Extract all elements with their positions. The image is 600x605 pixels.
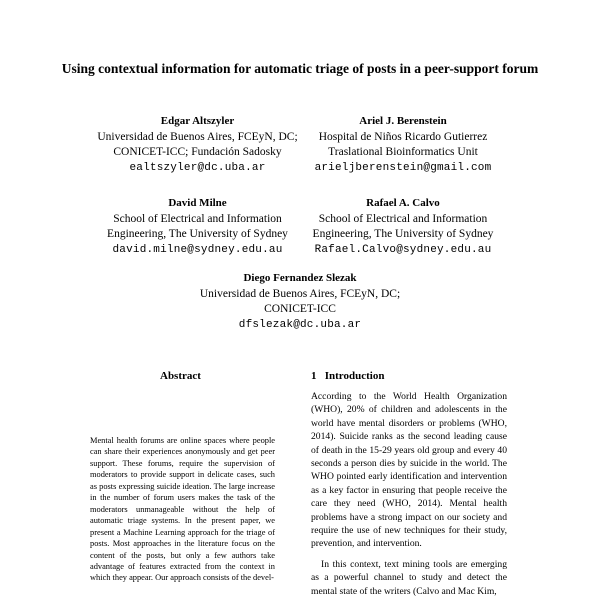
author-affiliation: Hospital de Niños Ricardo Gutierrez <box>318 130 488 143</box>
paragraph: In this context, text mining tools are emerging as a powerful channel to study and detect the mental state of the writers (Calvo and Mac Kim, <box>311 558 507 597</box>
author-email: dfslezak@dc.uba.ar <box>238 318 362 331</box>
author-affiliation: Traslational Bioinformatics Unit <box>328 146 478 159</box>
author-name: Diego Fernandez Slezak <box>243 272 357 284</box>
introduction-body <box>311 390 507 605</box>
author-email: arieljberenstein@gmail.com <box>314 161 492 174</box>
author-name: David Milne <box>168 197 227 209</box>
author-affiliation: Engineering, The University of Sydney <box>107 228 288 241</box>
author-affiliation: School of Electrical and Information <box>318 212 488 225</box>
author-block <box>95 114 300 176</box>
author-affiliation: CONICET-ICC; Fundación Sadosky <box>113 146 282 159</box>
author-block <box>95 196 300 258</box>
author-name: Edgar Altszyler <box>160 115 235 127</box>
author-affiliation: Universidad de Buenos Aires, FCEyN, DC; <box>199 287 401 300</box>
author-affiliation: Engineering, The University of Sydney <box>312 228 494 241</box>
author-email: ealtszyler@dc.uba.ar <box>129 161 266 174</box>
author-block <box>298 114 508 176</box>
introduction-heading: 1 Introduction <box>311 370 385 382</box>
author-block <box>180 271 420 333</box>
abstract-text: Mental health forums are online spaces where people can share their experiences anonymously and get peer support. These forums, require the supervision of moderators to provide support in delicate cases, such as posts expressing suicide ideation. The large increase in the number of forum users makes the task of the moderators unmanageable without the help of automatic triage systems. In the present paper, we present a Machine Learning approach for the triage of posts. Most approaches in the literature focus on the content of the posts, but only a few authors take advantage of features extracted from the context in which they appear. Our approach consists of the devel- <box>90 436 275 583</box>
author-affiliation: CONICET-ICC <box>264 303 336 316</box>
paper-title: Using contextual information for automatic triage of posts in a peer-support forum <box>61 61 539 76</box>
author-email: david.milne@sydney.edu.au <box>112 243 283 256</box>
author-email: Rafael.Calvo@sydney.edu.au <box>314 243 492 256</box>
author-affiliation: Universidad de Buenos Aires, FCEyN, DC; <box>97 130 298 143</box>
author-name: Ariel J. Berenstein <box>359 115 447 127</box>
abstract-heading: Abstract <box>160 370 201 382</box>
author-block <box>298 196 508 258</box>
author-affiliation: School of Electrical and Information <box>113 212 282 225</box>
author-name: Rafael A. Calvo <box>366 197 440 209</box>
paragraph: According to the World Health Organization (WHO), 20% of children and adolescents in the world have mental disorders or problems (WHO, 2014). Suicide ranks as the second leading cause of death in the 15-29 years old group and every 40 seconds a person dies by suicide in the world. The WHO pointed early identification and intervention as a key factor in ensuring that people receive the care they need (WHO, 2014). Mental health problems have a strong impact on our society and require the use of new techniques for their study, prevention, and intervention. <box>311 391 507 550</box>
